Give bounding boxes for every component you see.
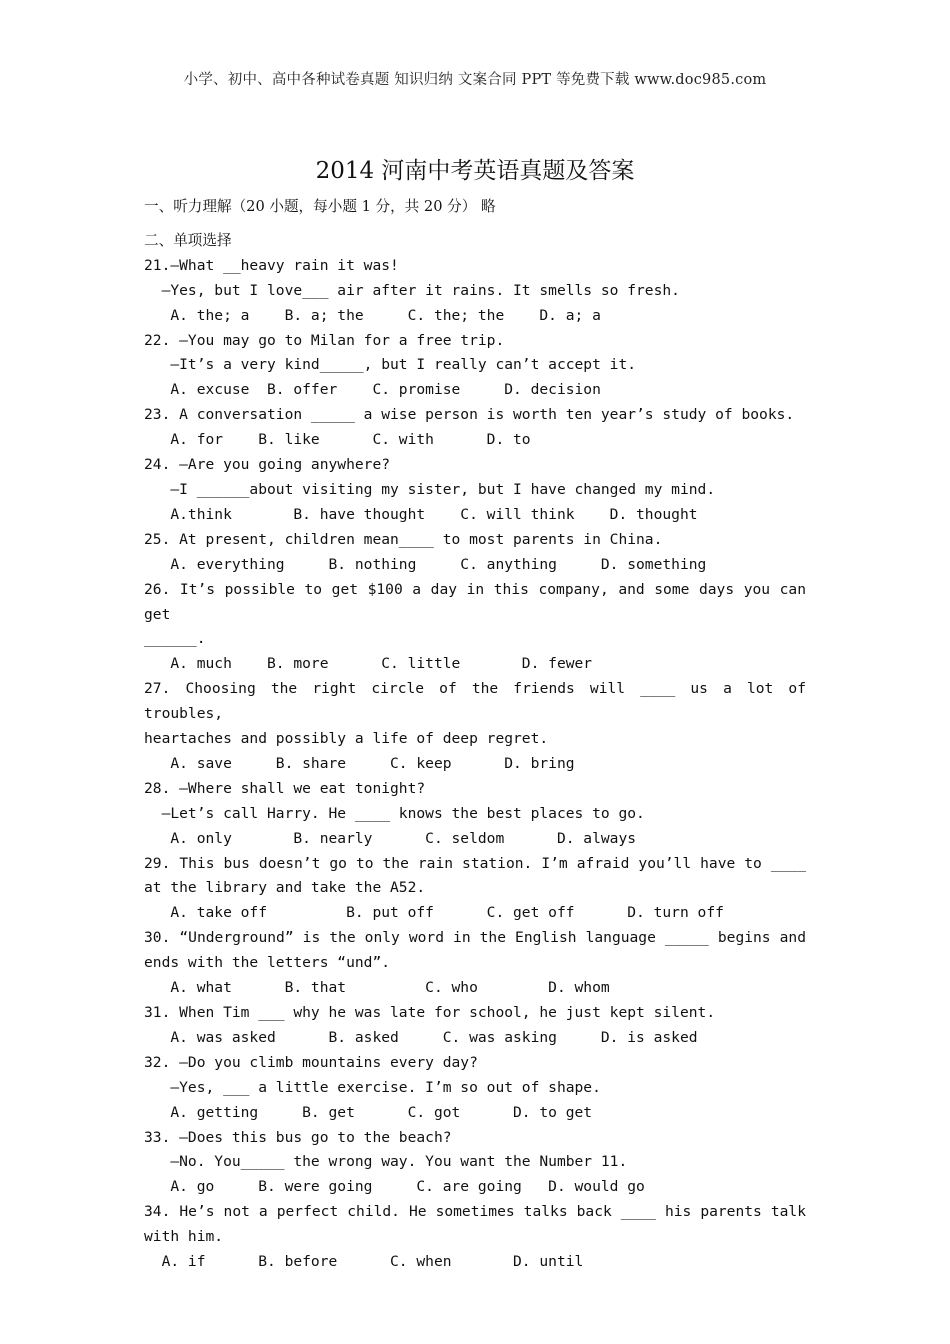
question-25-options: A. everything B. nothing C. anything D. something — [144, 555, 707, 573]
question-34-cont: with him. — [144, 1228, 224, 1246]
question-33: 33. —Does this bus go to the beach? — [144, 1128, 452, 1146]
question-24: 24. —Are you going anywhere? — [144, 456, 391, 474]
question-32: 32. —Do you climb mountains every day? — [144, 1053, 478, 1071]
section-listening: 一、听力理解（20 小题，每小题 1 分，共 20 分） 略 — [144, 198, 496, 215]
question-29-cont: at the library and take the A52. — [144, 879, 426, 897]
question-27: 27. Choosing the right circle of the friends will ____ us a lot of troubles, — [144, 680, 806, 723]
question-31: 31. When Tim ___ why he was late for school, he just kept silent. — [144, 1004, 716, 1021]
question-32-options: A. getting B. get C. got D. to get — [144, 1103, 593, 1121]
question-21: 21.—What __heavy rain it was! — [144, 256, 399, 274]
question-34-options: A. if B. before C. when D. until — [144, 1253, 584, 1271]
question-29: 29. This bus doesn’t go to the rain station. I’m afraid you’ll have to ____ — [144, 854, 806, 872]
page-header: 小学、初中、高中各种试卷真题 知识归纳 文案合同 PPT 等免费下载 www.doc985.com — [183, 72, 767, 88]
page-title: 2014 河南中考英语真题及答案 — [315, 158, 635, 184]
question-28-options: A. only B. nearly C. seldom D. always — [144, 829, 637, 847]
question-30-options: A. what B. that C. who D. whom — [144, 979, 610, 997]
question-33-options: A. go B. were going C. are going D. would go — [144, 1178, 645, 1196]
question-26-cont: ______. — [144, 630, 206, 648]
question-24-reply: —I ______about visiting my sister, but I have changed my mind. — [144, 480, 716, 498]
question-26-options: A. much B. more C. little D. fewer — [144, 655, 593, 673]
question-30-cont: ends with the letters “und”. — [144, 954, 391, 972]
question-34: 34. He’s not a perfect child. He sometimes talks back ____ his parents talk — [144, 1203, 806, 1221]
question-30: 30. “Underground” is the only word in the English language _____ begins and — [144, 929, 806, 947]
question-23: 23. A conversation _____ a wise person is worth ten year’s study of books. — [144, 406, 795, 424]
question-21-options: A. the; a B. a; the C. the; the D. a; a — [144, 306, 601, 324]
question-24-options: A.think B. have thought C. will think D. thought — [144, 505, 698, 523]
question-28: 28. —Where shall we eat tonight? — [144, 779, 426, 797]
section-single-choice: 二、单项选择 — [144, 231, 232, 249]
question-22-reply: —It’s a very kind_____, but I really can’t accept it. — [144, 356, 637, 374]
question-23-options: A. for B. like C. with D. to — [144, 431, 531, 449]
question-22: 22. —You may go to Milan for a free trip. — [144, 331, 505, 349]
question-25: 25. At present, children mean____ to most parents in China. — [144, 530, 663, 548]
question-21-reply: —Yes, but I love___ air after it rains. It smells so fresh. — [144, 281, 680, 299]
question-31-options: A. was asked B. asked C. was asking D. is asked — [144, 1028, 698, 1046]
question-22-options: A. excuse B. offer C. promise D. decision — [144, 381, 601, 399]
question-27-options: A. save B. share C. keep D. bring — [144, 754, 575, 772]
question-28-reply: —Let’s call Harry. He ____ knows the best places to go. — [144, 804, 645, 822]
question-33-reply: —No. You_____ the wrong way. You want the Number 11. — [144, 1153, 628, 1171]
question-26: 26. It’s possible to get $100 a day in this company, and some days you can get — [144, 580, 806, 623]
question-27-cont: heartaches and possibly a life of deep regret. — [144, 730, 549, 748]
question-29-options: A. take off B. put off C. get off D. turn off — [144, 904, 724, 922]
exam-content — [144, 195, 806, 1275]
question-32-reply: —Yes, ___ a little exercise. I’m so out of shape. — [144, 1078, 601, 1096]
